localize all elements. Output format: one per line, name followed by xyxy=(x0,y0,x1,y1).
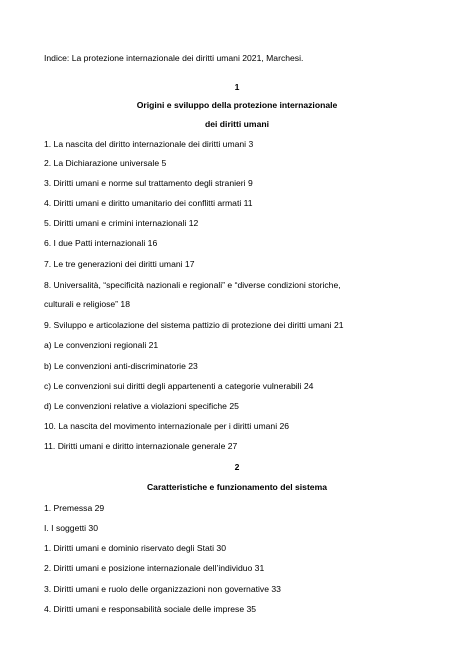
toc-entry: b) Le convenzioni anti-discriminatorie 23 xyxy=(44,361,198,371)
toc-entry: 11. Diritti umani e diritto internazionale generale 27 xyxy=(44,441,238,451)
toc-entry: a) Le convenzioni regionali 21 xyxy=(44,340,159,350)
chapter-2-number: 2 xyxy=(234,462,240,472)
toc-entry: c) Le convenzioni sui diritti degli appartenenti a categorie vulnerabili 24 xyxy=(44,381,314,391)
toc-entry: 6. I due Patti internazionali 16 xyxy=(44,238,158,248)
toc-entry: 7. Le tre generazioni dei diritti umani 17 xyxy=(44,259,195,269)
toc-entry: 1. Diritti umani e dominio riservato degli Stati 30 xyxy=(44,543,226,553)
toc-entry: 1. La nascita del diritto internazionale dei diritti umani 3 xyxy=(44,139,254,149)
toc-entry: 10. La nascita del movimento internazionale per i diritti umani 26 xyxy=(44,421,290,431)
toc-entry: 2. La Dichiarazione universale 5 xyxy=(44,158,167,168)
toc-entry: 8. Universalità, “specificità nazionali e regionali” e “diverse condizioni storiche, xyxy=(44,280,341,290)
toc-entry: 3. Diritti umani e norme sul trattamento degli stranieri 9 xyxy=(44,178,253,188)
toc-entry: 3. Diritti umani e ruolo delle organizzazioni non governative 33 xyxy=(44,584,281,594)
chapter-1-title-line-2: dei diritti umani xyxy=(205,119,269,129)
toc-entry: 2. Diritti umani e posizione internazionale dell’individuo 31 xyxy=(44,563,265,573)
toc-entry: I. I soggetti 30 xyxy=(44,523,98,533)
toc-entry: 9. Sviluppo e articolazione del sistema pattizio di protezione dei diritti umani 21 xyxy=(44,320,344,330)
toc-entry: 4. Diritti umani e diritto umanitario dei conflitti armati 11 xyxy=(44,198,253,208)
chapter-2-title: Caratteristiche e funzionamento del sistema xyxy=(146,482,328,492)
chapter-1-title-line-1: Origini e sviluppo della protezione internazionale xyxy=(136,100,338,110)
toc-entry-continuation: culturali e religiose” 18 xyxy=(44,299,130,309)
toc-entry: 1. Premessa 29 xyxy=(44,503,105,513)
toc-entry: 4. Diritti umani e responsabilità sociale delle imprese 35 xyxy=(44,604,257,614)
toc-entry: d) Le convenzioni relative a violazioni specifiche 25 xyxy=(44,401,239,411)
chapter-1-number: 1 xyxy=(234,82,240,92)
document-header: Indice: La protezione internazionale dei diritti umani 2021, Marchesi. xyxy=(44,53,304,63)
toc-entry: 5. Diritti umani e crimini internazionali 12 xyxy=(44,218,199,228)
